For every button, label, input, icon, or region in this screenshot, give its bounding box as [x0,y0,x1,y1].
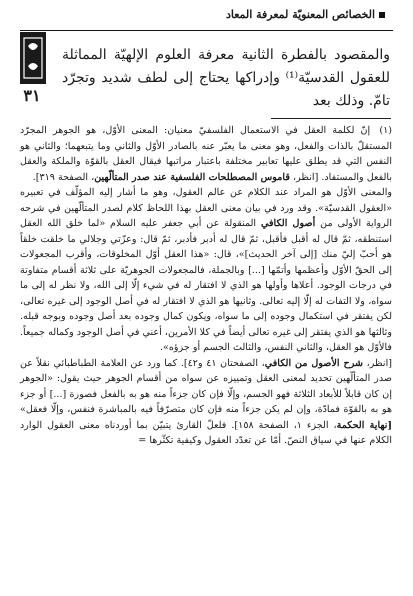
footnote-block [20,123,392,449]
footnote-paragraph-1 [20,123,392,185]
citation-page: ، الصفحة ٣١٩]. [32,171,95,183]
footnote-text: ، الجزء ١، الصفحة ١٥٨]. فلعلّ القارئ يتبيّن بما أوردناه معنى العقول الوارد الكلام عنها في سياق النصّ. أمّا عن تعدّد العقول وكيفية تكثّرها = [20,419,392,446]
running-head-title: الخصائص المعنويّة لمعرفة المعاد [225,8,375,21]
footnote-separator [271,118,391,119]
footnote-text: المنقولة عن أبي جعفر عليه السلام «لما خلق الله العقل استنطقه، ثمّ قال له أقبل فأقبل، ثمّ قال له أدبر فأدبر، ثمّ قال: وعزّتي وجلالي ما خلقت خلقاً هو أحبّ إليّ منك [إلى آخر الحديث]»، قال: «هذا العقل أوّل المخلوقات، وأقرب المجعولات إلى الحقّ الأوّل وأعظمها وأتمّها [...] وبالجملة، فالمجعولات الجوهريّة على ثلاثة أقسام متفاوتة في درجات الوجود. أعلاها وأولها هو الذي لا افتقار له في شيء إلّا إلى الله، ولا نظر له إلى ما سواه، ولا التفات له إلّا إليه تعالى. وثانيها هو الذي لا افتقار له في أصل الوجود إلى غيره تعالى، لكن يفتقر في استكمال وجوده إلى ما سواه، ويكون كمال وجوده بعد أصل وجوده وبوجه قبله. وثالثها هو الذي يفتقر إلى غيره تعالى أيضاً في كلا الأمرين، أعني في أصل الوجود وكماله جميعاً. فالأوّل هو العقل، والثاني النفس، والثالث الجسم أو جزؤه». [20,218,392,353]
footnote-paragraph-3 [20,356,392,449]
book-title: أصول الكافي [260,218,316,229]
footnote-paragraph-2 [20,185,392,356]
footnote-text: إنّ لكلمة العقل في الاستعمال الفلسفيّ معنيان: المعنى الأوّل، هو الجوهر المجرّد المستقلّ بالذات والفعل، وهو معنى ما يعبّر عنه بالصادر الأوّل والثاني وما يتبعهما؛ والثاني هو النفس التي قد يطلق عليها تعابير مختلفة باعتبار مراتبها فيقال العقل بالقوّة والملكة والعقل بالفعل والمستفاد. [انظر، [20,125,392,183]
footnote-text: ، الصفحتان ٤١ و٤٢]. كما ورد عن العلامة الطباطبائي نقلاً عن صدر المتألّهين تحديد لمعنى العقل وتمييزه عن سواه من أقسام الجوهر حيث يقول: «الجوهر إن كان قابلاً للأبعاد الثلاثة فهو الجسم، وإلّا فإن كان جزءاً منه هو به بالفعل فصورة [...] أو جزء هو به بالقوّة فمادّة، وإن لم يكن جزءاً منه فإن كان متصرّفاً فيه بالمباشرة فنفس، وإلّا فعقل» [20,357,392,415]
main-paragraph: والمقصود بالفطرة الثانية معرفة العلوم الإلهيّة المماثلة للعقول القدسيّة⁽¹⁾ وإدراكها يحتاج إلى لطف شديد وتجرّد تامّ. وذلك بعد [62,47,390,109]
side-ornament-icon [20,32,46,84]
header-rule [20,30,393,31]
book-title: [نهاية الحكمة [336,419,392,431]
footnote-marker: (١) [379,125,392,136]
page-number: ٣١ [23,86,41,105]
square-bullet-icon [379,12,385,18]
footnote-text: والمعنى الأوّل هو المراد عند الكلام عن عالم العقول، وهو ما أشار إليه المؤلّف في تعبيره «العقول القدسيّة». وقد ورد في بيان معنى العقل بهذا اللحاظ كلام لصدر المتألّهين في شرحه الرواية الأولى من [20,187,392,229]
footnote-text: [انظر، [366,357,392,369]
running-head [226,8,385,21]
book-title: شرح الأصول من الكافي [264,357,364,369]
book-title: قاموس المصطلحات الفلسفية عند صدر المتألّهين [94,171,290,183]
